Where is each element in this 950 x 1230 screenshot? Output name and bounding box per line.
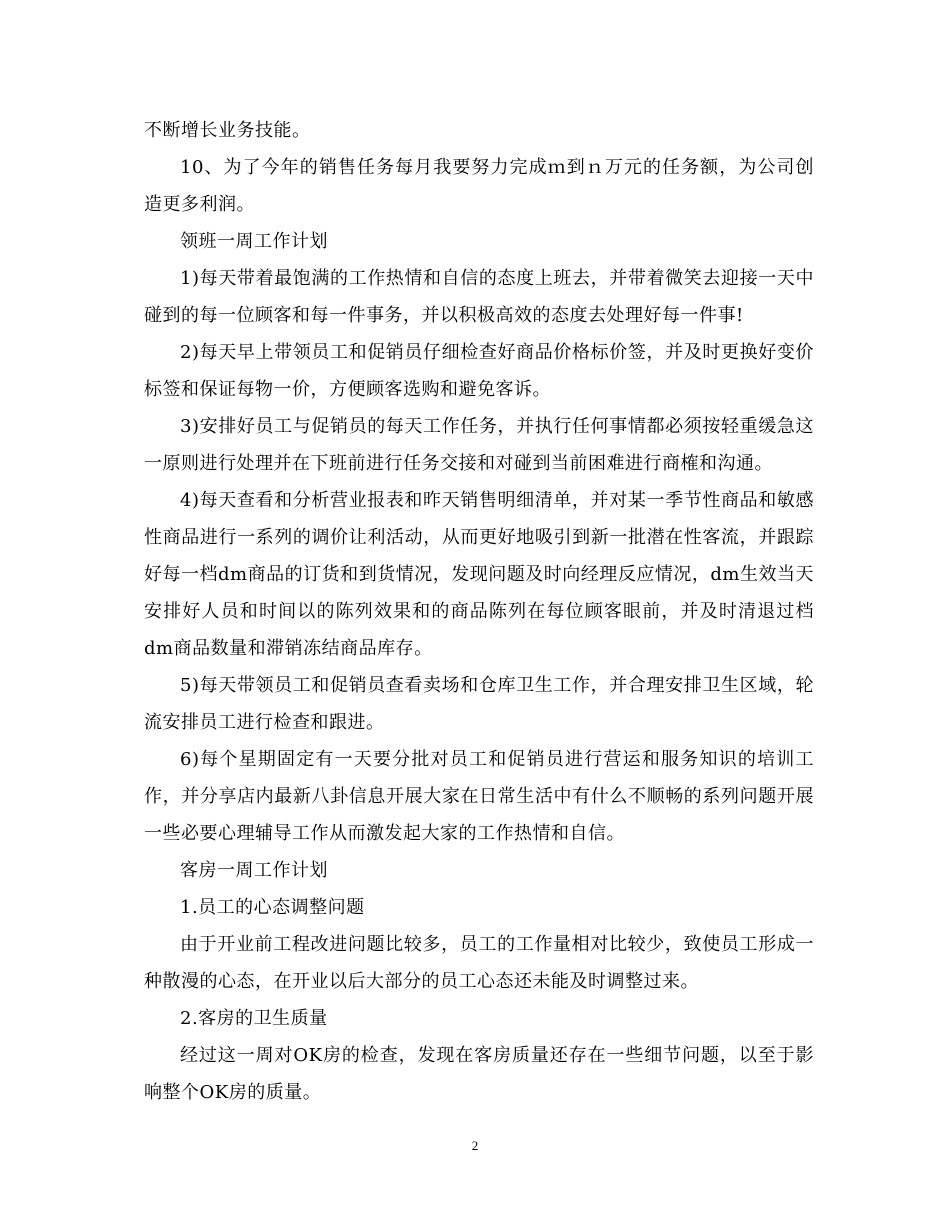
paragraph: 1)每天带着最饱满的工作热情和自信的态度上班去，并带着微笑去迎接一天中碰到的每一位顾客和每一件事务，并以积极高效的态度去处理好每一件事! (144, 268, 814, 326)
document-body (144, 112, 814, 1111)
paragraph: 2)每天早上带领员工和促销员仔细检查好商品价格标价签，并及时更换好变价标签和保证每物一价，方便顾客选购和避免客诉。 (144, 342, 814, 400)
paragraph: 6)每个星期固定有一天要分批对员工和促销员进行营运和服务知识的培训工作，并分享店内最新八卦信息开展大家在日常生活中有什么不顺畅的系列问题开展一些必要心理辅导工作从而激发起大家的工作热情和自信。 (144, 749, 814, 844)
paragraph: 5)每天带领员工和促销员查看卖场和仓库卫生工作，并合理安排卫生区域，轮流安排员工进行检查和跟进。 (144, 675, 814, 733)
subheading: 1.员工的心态调整问题 (180, 897, 365, 918)
paragraph: 4)每天查看和分析营业报表和昨天销售明细清单，并对某一季节性商品和敏感性商品进行一系列的调价让利活动，从而更好地吸引到新一批潜在性客流，并跟踪好每一档dm商品的订货和到货情况，发现问题及时向经理反应情况，dm生效当天安排好人员和时间以的陈列效果和的商品陈列在每位顾客眼前，并及时清退过档dm商品数量和滞销冻结商品库存。 (144, 490, 814, 659)
section-heading: 客房一周工作计划 (180, 860, 328, 881)
paragraph: 经过这一周对OK房的检查，发现在客房质量还存在一些细节问题，以至于影响整个OK房的质量。 (144, 1045, 814, 1103)
section-heading: 领班一周工作计划 (180, 231, 328, 252)
paragraph: 3)安排好员工与促销员的每天工作任务，并执行任何事情都必须按轻重缓急这一原则进行处理并在下班前进行任务交接和对碰到当前困难进行商榷和沟通。 (144, 416, 814, 474)
paragraph: 不断增长业务技能。 (144, 120, 311, 141)
subheading: 2.客房的卫生质量 (180, 1008, 328, 1029)
page-number: 2 (471, 1138, 479, 1153)
paragraph: 10、为了今年的销售任务每月我要努力完成ｍ到ｎ万元的任务额，为公司创造更多利润。 (144, 157, 814, 215)
paragraph: 由于开业前工程改进问题比较多，员工的工作量相对比较少，致使员工形成一种散漫的心态，在开业以后大部分的员工心态还未能及时调整过来。 (144, 934, 814, 992)
